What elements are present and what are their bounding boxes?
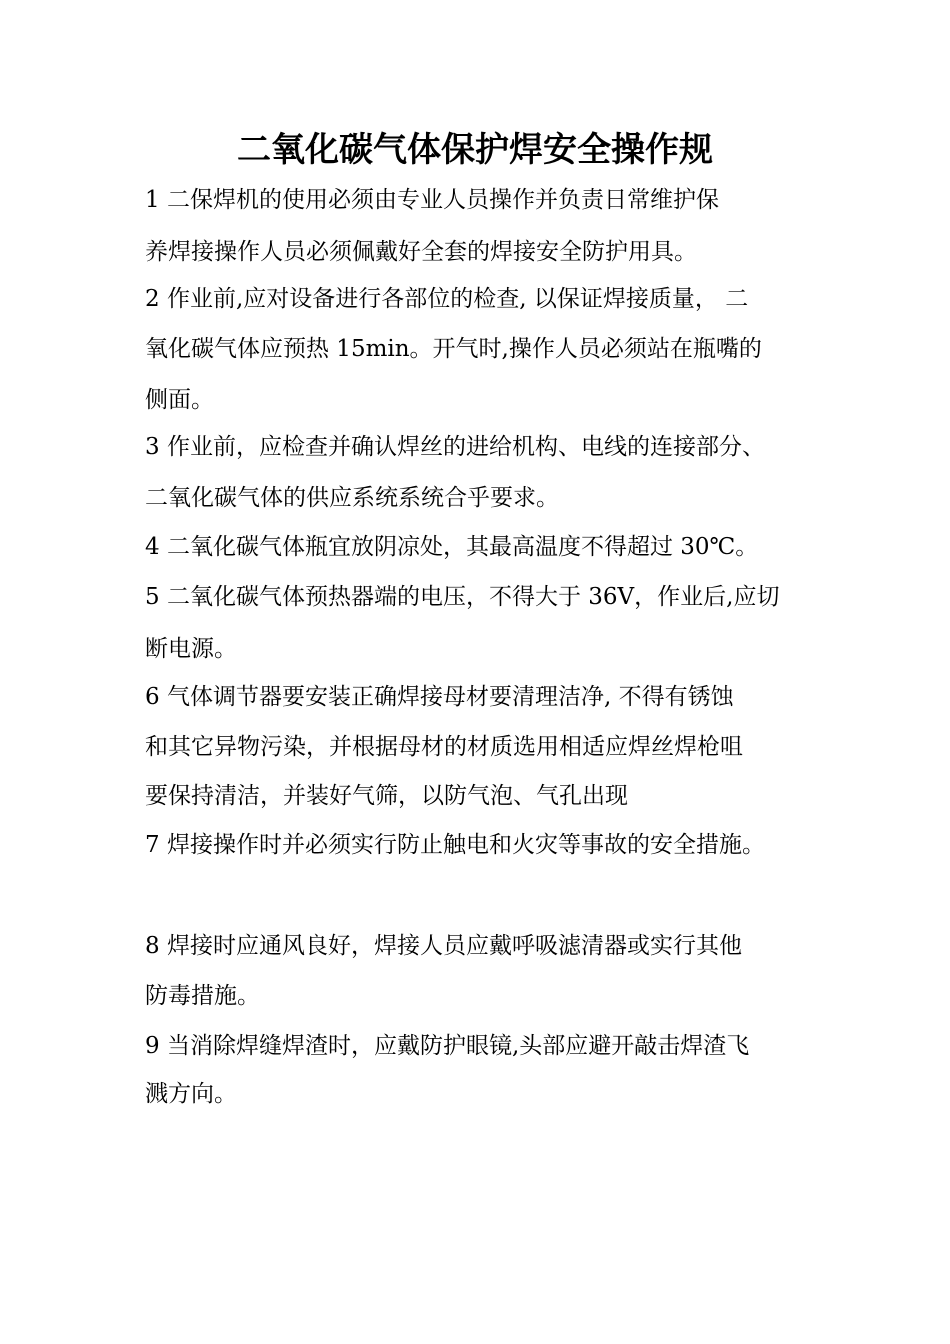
paragraph-3-line-2: 二氧化碳气体的供应系统系统合乎要求。 — [145, 485, 559, 511]
paragraph-9-line-2: 溅方向。 — [145, 1081, 237, 1107]
paragraph-6-line-2: 和其它异物污染，并根据母材的材质选用相适应焊丝焊枪咀 — [145, 734, 743, 760]
paragraph-3-line-1: 3 作业前，应检查并确认焊丝的进给机构、电线的连接部分、 — [145, 434, 765, 460]
paragraph-9-line-1: 9 当消除焊缝焊渣时，应戴防护眼镜,头部应避开敲击焊渣飞 — [145, 1033, 750, 1059]
paragraph-4-line-1: 4 二氧化碳气体瓶宜放阴凉处，其最高温度不得超过 30℃。 — [145, 534, 759, 560]
paragraph-8-line-1: 8 焊接时应通风良好，焊接人员应戴呼吸滤清器或实行其他 — [145, 933, 742, 959]
paragraph-6-line-3: 要保持清洁，并装好气筛，以防气泡、气孔出现 — [145, 783, 628, 809]
paragraph-7-line-1: 7 焊接操作时并必须实行防止触电和火灾等事故的安全措施。 — [145, 832, 765, 858]
paragraph-5-line-2: 断电源。 — [145, 636, 237, 662]
paragraph-6-line-1: 6 气体调节器要安装正确焊接母材要清理洁净, 不得有锈蚀 — [145, 684, 734, 710]
paragraph-2-line-1: 2 作业前,应对设备进行各部位的检查, 以保证焊接质量， 二 — [145, 286, 749, 312]
paragraph-2-line-3: 侧面。 — [145, 387, 214, 413]
paragraph-5-line-1: 5 二氧化碳气体预热器端的电压，不得大于 36V，作业后,应切 — [145, 584, 780, 610]
paragraph-1-line-1: 1 二保焊机的使用必须由专业人员操作并负责日常维护保 — [145, 187, 719, 213]
paragraph-8-line-2: 防毒措施。 — [145, 983, 260, 1009]
paragraph-2-line-2: 氧化碳气体应预热 15min。开气时,操作人员必须站在瓶嘴的 — [145, 336, 762, 362]
document-title: 二氧化碳气体保护焊安全操作规 — [237, 130, 713, 170]
paragraph-1-line-2: 养焊接操作人员必须佩戴好全套的焊接安全防护用具。 — [145, 239, 697, 265]
